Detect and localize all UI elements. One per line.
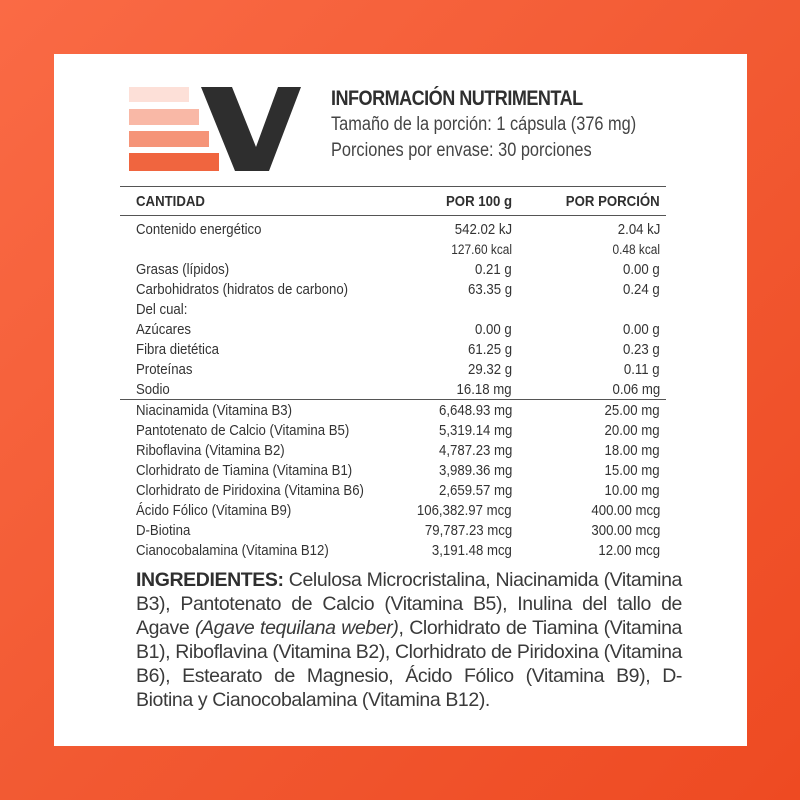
table-row — [120, 461, 666, 481]
nutrient-name: Ácido Fólico (Vitamina B9) — [136, 502, 292, 519]
column-header-quantity: CANTIDAD — [136, 193, 205, 210]
value-per-100g: 29.32 g — [467, 361, 512, 378]
brand-v-logo-icon — [129, 85, 301, 171]
value-per-100g: 2,659.57 mg — [438, 482, 512, 499]
value-per-serving: 20.00 mg — [604, 422, 660, 439]
table-row — [120, 240, 666, 260]
value-per-serving: 0.00 g — [623, 321, 660, 338]
table-row — [120, 541, 666, 561]
ingredients-paragraph — [136, 568, 682, 712]
value-per-serving: 12.00 mcg — [598, 542, 660, 559]
value-per-serving: 2.04 kJ — [617, 221, 660, 238]
nutrition-label-card — [54, 54, 747, 746]
table-row — [120, 360, 666, 380]
value-per-100g: 16.18 mg — [456, 381, 512, 398]
nutrient-name: Carbohidratos (hidratos de carbono) — [136, 281, 349, 298]
value-per-100g: 5,319.14 mg — [438, 422, 512, 439]
nutrient-name: Contenido energético — [136, 221, 262, 238]
logo-stripe-4 — [129, 153, 219, 171]
value-per-100g: 127.60 kcal — [451, 242, 512, 257]
nutrition-title: INFORMACIÓN NUTRIMENTAL — [331, 87, 583, 110]
table-top-rule — [120, 186, 666, 187]
value-per-100g: 0.21 g — [475, 261, 512, 278]
ingredients-text-2: , Clorhidrato de Tiamina (Vitamina B1), Riboflavina (Vitamina B2), Clorhidrato de Piridoxina (Vitamina B6), Estearato de Magnesio, Ácido Fólico (Vitamina B9), D-Biotina y Cianocobalamina (Vitamina B12). — [136, 617, 683, 711]
table-row — [120, 501, 666, 521]
value-per-100g: 3,191.48 mcg — [432, 542, 512, 559]
value-per-100g: 6,648.93 mg — [438, 402, 512, 419]
table-header-rule — [120, 215, 666, 216]
ingredients-label: INGREDIENTES: — [136, 569, 284, 591]
servings-per-container: Porciones por envase: 30 porciones — [331, 140, 592, 161]
table-row — [120, 380, 666, 400]
nutrient-name: Clorhidrato de Tiamina (Vitamina B1) — [136, 462, 353, 479]
nutrient-name: Pantotenato de Calcio (Vitamina B5) — [136, 422, 350, 439]
value-per-100g: 542.02 kJ — [454, 221, 512, 238]
nutrient-name: Niacinamida (Vitamina B3) — [136, 402, 293, 419]
value-per-serving: 0.06 mg — [612, 381, 660, 398]
ingredients-italic: (Agave tequilana weber) — [194, 617, 399, 639]
nutrient-name: D-Biotina — [136, 522, 191, 539]
value-per-serving: 10.00 mg — [604, 482, 660, 499]
value-per-100g: 61.25 g — [467, 341, 512, 358]
logo-stripe-3 — [129, 131, 209, 147]
value-per-100g: 0.00 g — [475, 321, 512, 338]
value-per-100g: 106,382.97 mcg — [417, 502, 512, 519]
table-row — [120, 521, 666, 541]
table-row — [120, 300, 666, 320]
table-row — [120, 280, 666, 300]
table-row — [120, 481, 666, 501]
table-row — [120, 401, 666, 421]
nutrient-name: Riboflavina (Vitamina B2) — [136, 442, 285, 459]
nutrient-name: Clorhidrato de Piridoxina (Vitamina B6) — [136, 482, 364, 499]
value-per-serving: 0.48 kcal — [612, 242, 660, 257]
value-per-100g: 63.35 g — [467, 281, 512, 298]
value-per-serving: 300.00 mcg — [591, 522, 660, 539]
table-row — [120, 441, 666, 461]
nutrient-name: Sodio — [136, 381, 170, 398]
table-row — [120, 220, 666, 240]
nutrient-name: Fibra dietética — [136, 341, 219, 358]
value-per-serving: 400.00 mcg — [591, 502, 660, 519]
nutrient-name: Grasas (lípidos) — [136, 261, 230, 278]
value-per-serving: 18.00 mg — [604, 442, 660, 459]
logo-stripe-2 — [129, 109, 199, 125]
value-per-serving: 0.00 g — [623, 261, 660, 278]
nutrition-header — [331, 86, 686, 164]
logo-stripe-1 — [129, 87, 189, 102]
value-per-serving: 25.00 mg — [604, 402, 660, 419]
value-per-serving: 0.23 g — [623, 341, 660, 358]
column-header-per-100g: POR 100 g — [445, 193, 512, 210]
value-per-100g: 3,989.36 mg — [438, 462, 512, 479]
value-per-100g: 4,787.23 mg — [438, 442, 512, 459]
table-row — [120, 260, 666, 280]
value-per-100g: 79,787.23 mcg — [424, 522, 512, 539]
column-header-per-serving: POR PORCIÓN — [566, 193, 660, 210]
table-row — [120, 340, 666, 360]
ingredients-text-1: Celulosa Microcristalina, Niacinamida (Vitamina B3), Pantotenato de Calcio (Vitamina B5), Inulina del tallo de Agave — [136, 569, 682, 639]
table-row — [120, 421, 666, 441]
nutrient-name: Del cual: — [136, 301, 188, 318]
nutrient-name: Cianocobalamina (Vitamina B12) — [136, 542, 329, 559]
table-row — [120, 320, 666, 340]
nutrient-name: Proteínas — [136, 361, 193, 378]
nutrient-name: Azúcares — [136, 321, 192, 338]
value-per-serving: 0.24 g — [623, 281, 660, 298]
table-header-row — [120, 192, 666, 212]
value-per-serving: 15.00 mg — [604, 462, 660, 479]
value-per-serving: 0.11 g — [624, 361, 660, 378]
serving-size: Tamaño de la porción: 1 cápsula (376 mg) — [331, 114, 637, 135]
